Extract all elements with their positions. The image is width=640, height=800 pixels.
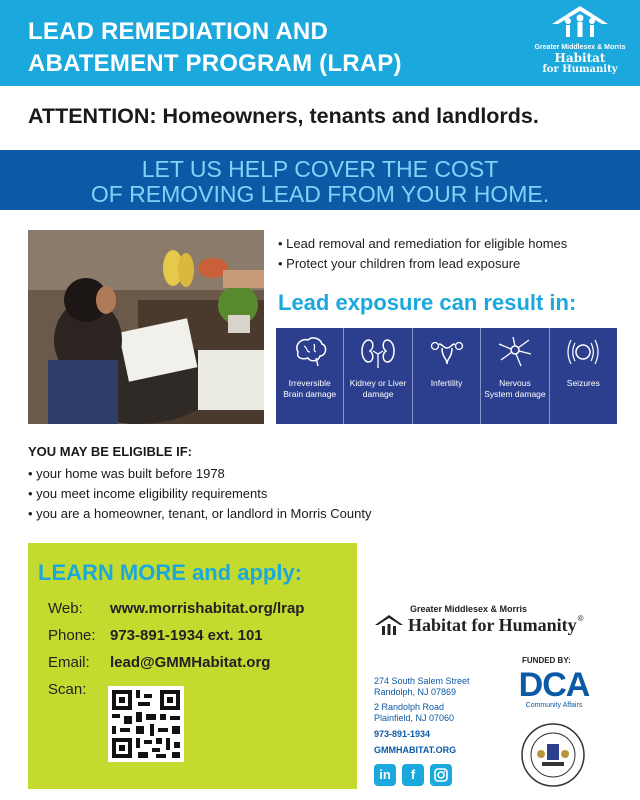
page-title-line1: LEAD REMEDIATION AND <box>28 18 328 45</box>
effect-kidney <box>344 328 412 424</box>
funded-by-label: FUNDED BY: <box>522 656 571 665</box>
effect-label: Seizures <box>566 378 600 388</box>
effect-label: Irreversible Brain damage <box>283 378 337 399</box>
cost-banner <box>0 150 640 210</box>
phone-link[interactable]: 973-891-1934 ext. 101 <box>110 627 263 644</box>
registered-mark: ® <box>577 614 584 623</box>
exposure-heading: Lead exposure can result in: <box>278 290 577 315</box>
list-item: • Protect your children from lead exposure <box>278 256 521 271</box>
scan-label: Scan: <box>48 681 87 698</box>
eligibility-heading: YOU MAY BE ELIGIBLE IF: <box>28 444 192 459</box>
effects-panel <box>276 328 617 424</box>
logo-subtitle: Greater Middlesex & Morris <box>534 44 626 51</box>
effect-nervous <box>481 328 549 424</box>
habitat-logo-header <box>530 4 630 82</box>
email-link[interactable]: lead@GMMHabitat.org <box>110 654 271 671</box>
state-seal-icon <box>520 722 586 788</box>
org-phone[interactable]: 973-891-1934 <box>374 729 431 739</box>
page-title-line2: ABATEMENT PROGRAM (LRAP) <box>28 50 402 77</box>
seizure-icon <box>563 334 603 370</box>
phone-label: Phone: <box>48 627 96 644</box>
logo-habitat: Habitat <box>554 51 606 65</box>
list-item: • Lead removal and remediation for eligible homes <box>278 236 568 251</box>
address-plainfield-city: Plainfield, NJ 07060 <box>374 713 455 723</box>
dca-letters: DCA <box>518 666 590 704</box>
effect-label: Kidney or Liver damage <box>349 378 407 399</box>
brain-icon <box>290 334 330 370</box>
social-links <box>374 764 452 786</box>
effect-seizures <box>550 328 617 424</box>
web-label: Web: <box>48 600 83 617</box>
address-randolph-street: 274 South Salem Street <box>374 676 470 686</box>
attention-heading: ATTENTION: Homeowners, tenants and landlords. <box>28 104 539 128</box>
address-plainfield-street: 2 Randolph Road <box>374 702 445 712</box>
house-people-icon <box>550 4 610 38</box>
email-label: Email: <box>48 654 90 671</box>
org-name: Habitat for Humanity <box>408 614 577 635</box>
effect-brain <box>276 328 344 424</box>
uterus-icon <box>427 334 467 370</box>
list-item: • you are a homeowner, tenant, or landlord in Morris County <box>28 506 372 521</box>
dca-logo <box>516 668 592 712</box>
banner-line2: OF REMOVING LEAD FROM YOUR HOME. <box>90 181 550 207</box>
effect-label: Nervous System damage <box>484 378 546 399</box>
dca-tagline: Community Affairs <box>525 702 583 709</box>
habitat-logo-footer <box>374 604 584 636</box>
list-item: • you meet income eligibility requirements <box>28 486 268 501</box>
linkedin-icon[interactable]: in <box>374 764 396 786</box>
qr-code[interactable] <box>108 686 184 762</box>
org-subtitle: Greater Middlesex & Morris <box>410 604 528 614</box>
website-link[interactable]: www.morrishabitat.org/lrap <box>110 600 305 617</box>
kidney-icon <box>358 334 398 370</box>
neuron-icon <box>495 334 535 370</box>
benefit-bullets <box>278 234 567 274</box>
child-studying-photo <box>28 230 264 424</box>
eligibility-section <box>28 444 371 524</box>
house-people-icon <box>374 614 404 636</box>
facebook-icon[interactable]: f <box>402 764 424 786</box>
effect-label: Infertility <box>430 378 463 388</box>
banner-line1: LET US HELP COVER THE COST <box>141 156 499 182</box>
address-randolph-city: Randolph, NJ 07869 <box>374 687 457 697</box>
effect-infertility <box>413 328 481 424</box>
instagram-icon[interactable] <box>430 764 452 786</box>
learn-more-heading: LEARN MORE and apply: <box>38 560 303 585</box>
logo-for-humanity: for Humanity <box>542 64 618 75</box>
org-website[interactable]: GMMHABITAT.ORG <box>374 745 457 755</box>
list-item: • your home was built before 1978 <box>28 466 225 481</box>
